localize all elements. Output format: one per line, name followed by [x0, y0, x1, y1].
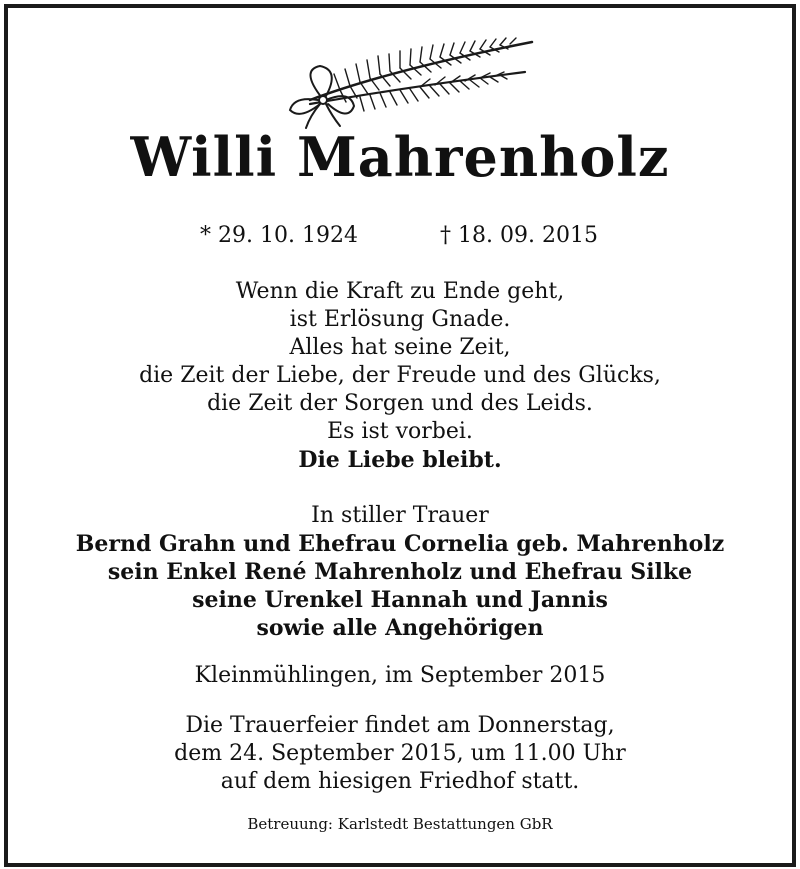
mourner-line: Bernd Grahn und Ehefrau Cornelia geb. Mahrenholz: [75, 531, 725, 557]
birth-date: * 29. 10. 1924: [200, 223, 358, 248]
poem-line: Alles hat seine Zeit,: [289, 335, 511, 360]
mourner-line: sowie alle Angehörigen: [256, 615, 544, 641]
poem-line: die Zeit der Liebe, der Freude und des Glücks,: [139, 363, 661, 388]
mourners-block: [0, 502, 800, 642]
service-line: auf dem hiesigen Friedhof statt.: [220, 769, 580, 794]
mourner-line: seine Urenkel Hannah und Jannis: [192, 587, 608, 613]
poem-line: die Zeit der Sorgen und des Leids.: [207, 391, 593, 416]
service-line: Die Trauerfeier findet am Donnerstag,: [185, 713, 615, 738]
poem-closing: Die Liebe bleibt.: [298, 447, 502, 473]
mourning-intro: In stiller Trauer: [311, 503, 489, 528]
poem: [0, 278, 800, 474]
deceased-name: Willi Mahrenholz: [130, 125, 670, 189]
mourner-line: sein Enkel René Mahrenholz und Ehefrau Silke: [107, 559, 693, 585]
service-line: dem 24. September 2015, um 11.00 Uhr: [174, 741, 626, 766]
death-date: † 18. 09. 2015: [440, 223, 598, 248]
undertaker-credit: Betreuung: Karlstedt Bestattungen GbR: [247, 815, 553, 833]
place-and-date: Kleinmühlingen, im September 2015: [194, 663, 606, 688]
poem-line: Es ist vorbei.: [327, 419, 473, 444]
poem-line: Wenn die Kraft zu Ende geht,: [235, 279, 565, 304]
funeral-service-info: [0, 712, 800, 796]
poem-line: ist Erlösung Gnade.: [289, 307, 511, 332]
palm-branch-with-bow-icon: [270, 30, 540, 130]
